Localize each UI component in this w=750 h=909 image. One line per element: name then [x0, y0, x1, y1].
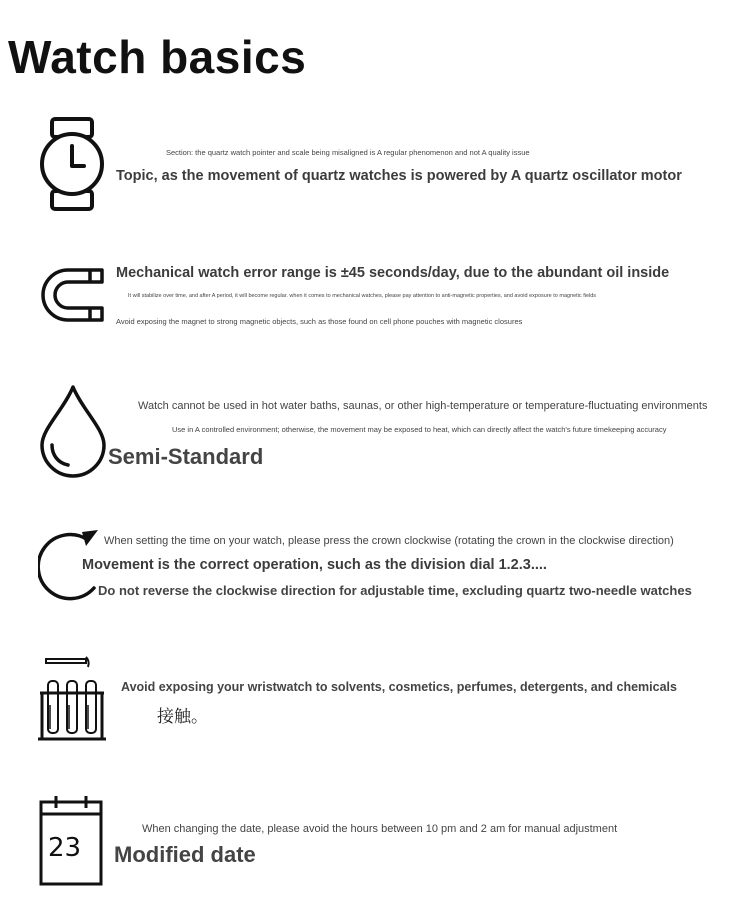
section-4-heading: Movement is the correct operation, such as the division dial 1.2.3....: [82, 557, 547, 573]
section-1-note: Section: the quartz watch pointer and scale being misaligned is A regular phenomenon and not A quality issue: [166, 148, 530, 157]
section-3-label: Semi-Standard: [108, 444, 264, 469]
section-4-note: When setting the time on your watch, please press the crown clockwise (rotating the crown in the clockwise direction): [104, 535, 674, 547]
section-1-text: Topic, as the movement of quartz watches is powered by A quartz oscillator motor: [116, 168, 682, 184]
section-3-note: Use in A controlled environment; otherwise, the movement may be exposed to heat, which can directly affect the watch's future timekeeping accuracy: [172, 425, 667, 434]
section-2-note: It will stabilize over time, and after A period, it will become regular. when it comes to mechanical watches, please pay attention to anti-magnetic properties, and avoid exposure to magnetic fields: [128, 293, 597, 299]
section-5-text: Avoid exposing your wristwatch to solvents, cosmetics, perfumes, detergents, and chemicals: [121, 680, 677, 694]
section-2-heading: Mechanical watch error range is ±45 seconds/day, due to the abundant oil inside: [116, 265, 670, 281]
section-5-cjk: 接触。: [157, 707, 208, 727]
section-4-text: Do not reverse the clockwise direction for adjustable time, excluding quartz two-needle watches: [98, 583, 692, 598]
section-6-note: When changing the date, please avoid the hours between 10 pm and 2 am for manual adjustment: [142, 823, 618, 835]
magnet-icon: [38, 266, 106, 324]
section-2-text: Avoid exposing the magnet to strong magnetic objects, such as those found on cell phone pouches with magnetic closures: [116, 317, 523, 326]
watch-icon: [38, 116, 106, 212]
calendar-day: 23: [48, 833, 82, 863]
test-tubes-icon: [38, 653, 106, 745]
section-6-label: Modified date: [114, 842, 256, 867]
page-title: Watch basics: [8, 31, 307, 83]
section-3-heading: Watch cannot be used in hot water baths, saunas, or other high-temperature or temperature-fluctuating environments: [138, 400, 708, 412]
water-drop-icon: [38, 383, 108, 479]
